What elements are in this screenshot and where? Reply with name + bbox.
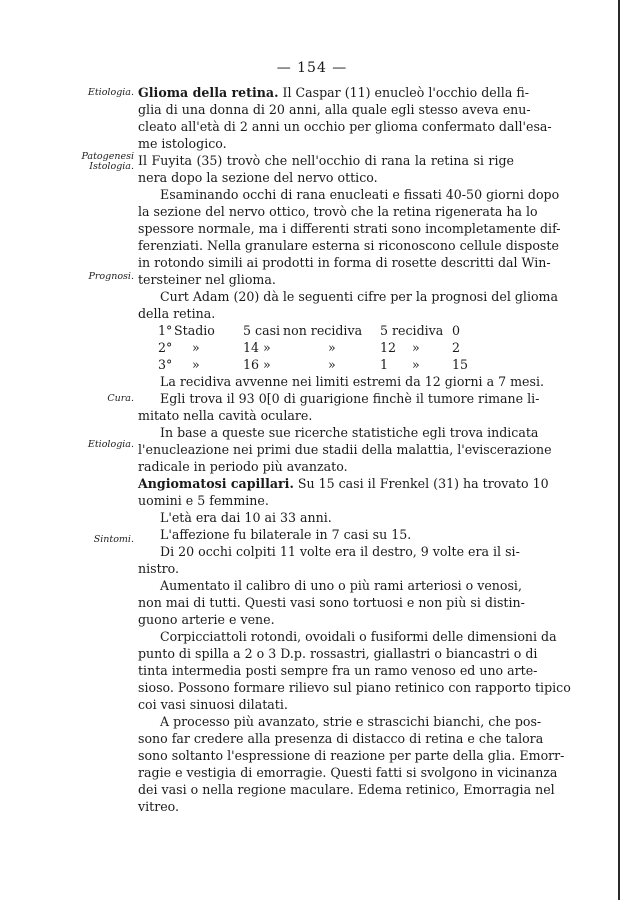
text-line: sono soltanto l'espressione di reazione per parte della glia. Emorr- — [138, 748, 565, 763]
text-line: non mai di tutti. Questi vasi sono tortuosi e non più si distin- — [138, 595, 525, 610]
section-heading: Angiomatosi capillari. — [138, 476, 294, 491]
table-cell: » — [412, 340, 420, 355]
text-line: ferenziati. Nella granulare esterna si riconoscono cellule disposte — [138, 238, 559, 253]
text-line: L'affezione fu bilaterale in 7 casi su 15. — [160, 527, 412, 542]
margin-note-cura — [52, 394, 134, 404]
text-line: tersteiner nel glioma. — [138, 272, 276, 287]
text-run: Su 15 casi il Frenkel (31) ha trovato 10 — [293, 476, 549, 491]
text-line: Corpicciattoli rotondi, ovoidali o fusiformi delle dimensioni da — [160, 629, 557, 644]
text-line: Il Fuyita (35) trovò che nell'occhio di rana la retina si rige — [138, 153, 514, 168]
text-line: mitato nella cavità oculare. — [138, 408, 313, 423]
table-cell: 16 » — [243, 357, 271, 372]
text-line — [138, 475, 549, 492]
text-line: in rotondo simili ai prodotti in forma di rosette descritti dal Win- — [138, 255, 551, 270]
table-cell: 1 — [380, 357, 389, 372]
margin-note-text: Etiologia. — [87, 439, 134, 450]
margin-note-sintomi — [52, 535, 134, 545]
text-line: ragie e vestigia di emorragie. Questi fatti si svolgono in vicinanza — [138, 765, 558, 780]
table-cell: 5 casi — [243, 323, 281, 338]
text-line: La recidiva avvenne nei limiti estremi da 12 giorni a 7 mesi. — [160, 374, 544, 389]
table-cell: 3° — [158, 357, 173, 372]
text-line: Di 20 occhi colpiti 11 volte era il destro, 9 volte era il si- — [160, 544, 520, 559]
margin-note-text: Patogenesi — [81, 151, 134, 162]
table-cell: non recidiva — [283, 323, 363, 338]
text-line: dei vasi o nella regione maculare. Edema retinico, Emorragia nel — [138, 782, 555, 797]
text-line: uomini e 5 femmine. — [138, 493, 269, 508]
text-line: vitreo. — [138, 799, 180, 814]
margin-note-etiologia-2 — [52, 440, 134, 450]
text-line: radicale in periodo più avanzato. — [138, 459, 348, 474]
margin-note-text: Cura. — [107, 393, 134, 404]
text-line: Aumentato il calibro di uno o più rami arteriosi o venosi, — [160, 578, 522, 593]
text-line: Esaminando occhi di rana enucleati e fissati 40-50 giorni dopo — [160, 187, 560, 202]
table-cell: 2 — [452, 340, 461, 355]
margin-note-text: Prognosi. — [88, 271, 134, 282]
text-line — [138, 84, 529, 101]
table-cell: 1° — [158, 323, 173, 338]
table-cell: » — [328, 340, 336, 355]
margin-note-prognosi — [52, 272, 134, 282]
text-line: punto di spilla a 2 o 3 D.p. rossastri, giallastri o biancastri o di — [138, 646, 538, 661]
text-line: coi vasi sinuosi dilatati. — [138, 697, 288, 712]
table-cell: 0 — [452, 323, 461, 338]
table-cell: Stadio — [174, 323, 215, 338]
text-line: la sezione del nervo ottico, trovò che la retina rigenerata ha lo — [138, 204, 538, 219]
margin-note-text: Sintomi. — [93, 534, 134, 545]
table-cell: » — [192, 357, 200, 372]
text-line: A processo più avanzato, strie e strascichi bianchi, che pos- — [160, 714, 542, 729]
text-line: Egli trova il 93 0[0 di guarigione finchè il tumore rimane li- — [160, 391, 540, 406]
table-cell: » — [328, 357, 336, 372]
table-cell: » — [192, 340, 200, 355]
text-line: cleato all'età di 2 anni un occhio per glioma confermato dall'esa- — [138, 119, 552, 134]
table-cell: 14 » — [243, 340, 271, 355]
page-number: — 154 — — [276, 60, 348, 76]
text-line: In base a queste sue ricerche statistiche egli trova indicata — [160, 425, 539, 440]
table-cell: » — [412, 357, 420, 372]
text-line: Curt Adam (20) dà le seguenti cifre per la prognosi del glioma — [160, 289, 559, 304]
text-line: l'enucleazione nei primi due stadii della malattia, l'eviscerazione — [138, 442, 552, 457]
text-line: sioso. Possono formare rilievo sul piano retinico con rapporto tipico — [138, 680, 571, 695]
table-cell: 2° — [158, 340, 173, 355]
text-line: me istologico. — [138, 136, 227, 151]
text-line: spessore normale, ma i differenti strati sono incompletamente dif- — [138, 221, 561, 236]
margin-note-text: Etiologia. — [87, 87, 134, 98]
text-line: sono far credere alla presenza di distacco di retina e che talora — [138, 731, 544, 746]
text-line: nistro. — [138, 561, 180, 576]
text-line: nera dopo la sezione del nervo ottico. — [138, 170, 378, 185]
text-line: guono arterie e vene. — [138, 612, 275, 627]
margin-note-patogenesi — [52, 152, 134, 172]
table-cell: 12 — [380, 340, 397, 355]
text-line: L'età era dai 10 ai 33 anni. — [160, 510, 332, 525]
margin-note-etiologia — [52, 88, 134, 98]
table-cell: 15 — [452, 357, 469, 372]
table-cell: 5 recidiva — [380, 323, 444, 338]
section-heading: Glioma della retina. — [138, 85, 279, 100]
text-line: tinta intermedia posti sempre fra un ramo venoso ed uno arte- — [138, 663, 538, 678]
page-edge-line — [618, 0, 620, 900]
margin-note-text: Istologia. — [89, 161, 134, 172]
text-line: glia di una donna di 20 anni, alla quale egli stesso aveva enu- — [138, 102, 531, 117]
text-run: Il Caspar (11) enucleò l'occhio della fi- — [278, 85, 529, 100]
text-line: della retina. — [138, 306, 216, 321]
